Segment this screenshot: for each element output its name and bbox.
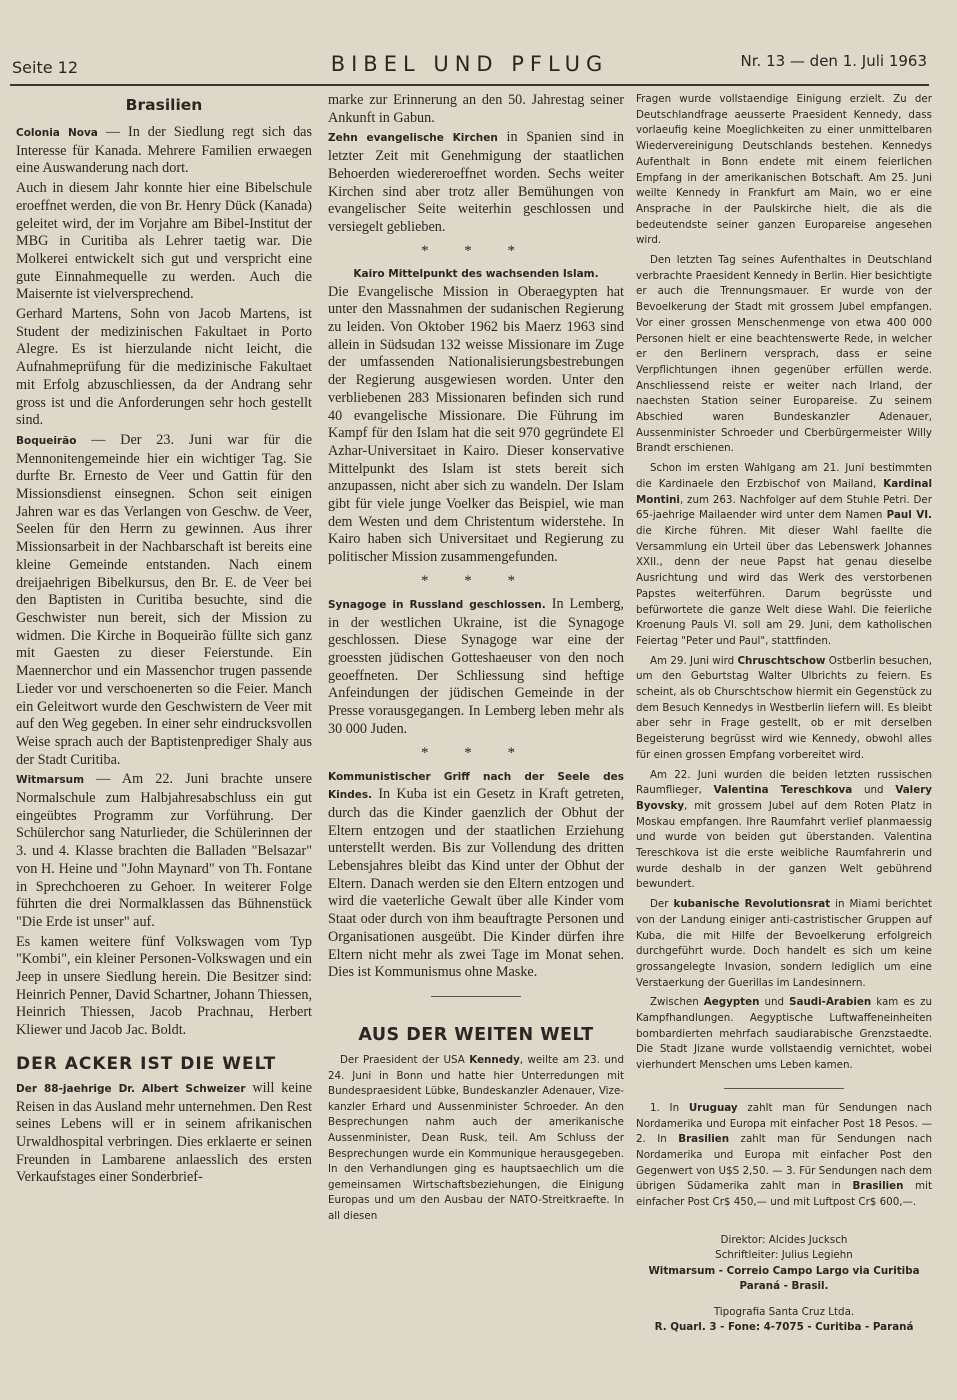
divider <box>724 1088 844 1089</box>
lead-kommunismus: Kommunistischer Griff nach der Seele des Kindes. <box>328 770 624 802</box>
bold-montini: Kardinal Montini <box>636 477 932 506</box>
article-synagoge <box>328 596 624 739</box>
imprint-address-2: Paraná - Brasil. <box>739 1280 829 1293</box>
text-kennedy: , weilte am 23. und 24. Juni in Bonn und hatte hier Unterredungen mit Bundespraesident Lübke, Bundeskanzler Adenauer, Vize-kanzler Erhard und Aussenminister Schroeder. An den Besprechungen nahm auch der amerikanische Aussenminister, Dean Rusk, teil. Am Schluss der Besprechungen wurde ein Kommunique herausgegeben. In den Verhandlungen ging es hauptsaechlich um die gemeinsamen Wirtschaftsbeziehungen, die Einigung Europas und um den Ausbau der NATO-Streitkraefte. In all diesen <box>328 1053 624 1222</box>
bold-revolutionsrat: kubanische Revolutionsrat <box>673 898 831 911</box>
column-1 <box>16 92 312 1189</box>
text: Schon im ersten Wahlgang am 21. Juni bestimmten die Kardinaele den Erzbischof von Mailand, <box>636 462 932 490</box>
lead-kirchen: Zehn evangelische Kirchen <box>328 132 498 145</box>
imprint-printer-address: R. Quarl. 3 - Fone: 4-7075 - Curitiba - Paraná <box>654 1321 914 1334</box>
page-header <box>12 52 927 82</box>
imprint-printer: Tipografia Santa Cruz Ltda. <box>713 1305 855 1318</box>
text: Der <box>650 898 674 911</box>
article-boqueirao <box>16 432 312 769</box>
article-kuba <box>636 897 932 991</box>
article-kennedy <box>328 1053 624 1225</box>
paragraph <box>328 1053 624 1225</box>
section-title-acker: DER ACKER IST DIE WELT <box>16 1053 277 1074</box>
section-title-weite-welt: AUS DER WEITEN WELT <box>358 1024 594 1045</box>
text-witmarsum: — Am 22. Juni brachte unsere Normalschule zum Halbjahresabschluss ein gut eingeübtes Programm zur Vorführung. Der Schülerchor sang Naturlieder, die Schülerinnen der 3. und 4. Klasse brachten die Balladen "Belsazar" von H. Heine und "John Maynard" von Th. Fontane in Sprechchoeren zu Gehoer. In weiterer Folge führten die drei Normalklassen das Bühnenstück "Die Erde ist unser" auf. <box>16 771 312 930</box>
text: Am 22. Juni wurden die beiden letzten russischen Raumflieger, <box>636 768 932 797</box>
lead-colonia-nova: Colonia Nova <box>16 127 98 139</box>
issue-date: Nr. 13 — den 1. Juli 1963 <box>740 52 927 70</box>
bold-brasilien: Brasilien <box>852 1180 904 1193</box>
imprint-address-1: Witmarsum - Correio Campo Largo via Curitiba <box>648 1264 920 1277</box>
imprint <box>636 1233 932 1336</box>
text: kam es zu Kampfhandlungen. Aegyptische Luftwaffeneinheiten bombardierten mehrfach saudiarabische Grenzstaedte. Die Stadt Jizane wurde vollstaendig vernichtet, wobei vierhundert Menschen ums Leben kamen. <box>636 996 932 1072</box>
bold-tereschkova: Valentina Tereschkova <box>713 784 853 797</box>
bold-chruschtschow: Chruschtschow <box>737 654 826 667</box>
postal-rates <box>636 1101 932 1211</box>
divider <box>431 996 521 997</box>
text-schweitzer: will keine Reisen in das Ausland mehr unternehmen. Den Rest seines Lebens will er in seinem afrikanischen Urwaldhospital verbringen. Dies erklaerte er seinen Freunden in Lambarene anlaesslich des ersten Verkaufstages einer Sonderbrief- <box>16 1079 312 1186</box>
separator-stars: * * * <box>421 744 531 761</box>
section-title-brasilien: Brasilien <box>125 96 203 114</box>
column-2 <box>328 92 624 1226</box>
text-kommunismus: In Kuba ist ein Gesetz in Kraft getreten, durch das die Kinder gaenzlich der Obhut der Eltern entzogen und der staatlichen Erziehung unterstellt werden. Bis zur Vollendung des dritten Lebensjahres bleibt das Kind unter der Obhut der Eltern. Danach werden sie den Eltern entzogen und wird die vaeterliche Gewalt über alle Kinder vom Staat oder durch von ihm beauftragte Personen und Organisationen ausgeübt. Die Kinder dürfen ihre Eltern nicht mehr als zwei Tage im Monat sehen. Dies ist Kommunismus ohne Maske. <box>328 786 624 981</box>
text-boqueirao: — Der 23. Juni war für die Mennonitengemeinde hier ein wichtiger Tag. Sie durfte Br. Ernesto de Veer und Gattin für den Missionsdienst einsegnen. Schon seit einigen Jahren war es das Verlangen von Geschw. de Veer, Seelen für den Herrn zu gewinnen. Aus ihrer Missionsarbeit in der Nachbarschaft ist bereits eine kleine Gemeinde entstanden. Nach einem dreijaehrigen Bibelkursus, den Br. E. de Veer bei den Baptisten in Curitiba besuchte, sind die Geschwister nun bereit, sich der Mission zu widmen. Die Kirche in Boqueirão füllte sich ganz mit Gaesten zu dieser Feierstunde. Ein Maennerchor und ein Massenchor trugen passende Lieder vor und verschoenerten so die Feier. Manch ein Geleitwort wurde den Geschwistern de Veer mit auf den Weg gegeben. In einer sehr eindrucksvollen Weise sprach auch der Baptistenprediger Shaly aus der Stadt Curitiba. <box>16 431 312 768</box>
paragraph: Gerhard Martens, Sohn von Jacob Martens, ist Student der medizinischen Fakultaet in Porto Alegre. Es ist hierzulande nicht leicht, die Aufnahmeprüfung für die medizinische Fakultaet mit Erfolg abzuschliessen, da der Andrang sehr gross ist und die Anforderungen sehr hoch gestellt sind. <box>16 306 312 429</box>
article-schweitzer <box>16 1080 312 1187</box>
bold-byovsky: Valery Byovsky <box>636 784 932 812</box>
text: , mit grossem Jubel auf dem Roten Platz in Moskau empfangen. Ihre Raumfahrt verlief planmaessig und wurde von beiden gut überstanden. Valentina Tereschkova ist die erste weibliche Raumfahrerin und wurde deshalb in der ganzen Welt gebührend bewundert. <box>636 799 932 891</box>
text: und <box>852 784 896 797</box>
paragraph: marke zur Erinnerung an den 50. Jahrestag seiner Ankunft in Gabun. <box>328 92 624 126</box>
text: zahlt man für Sendungen nach Nordamerika und Europa mit einfacher Post den Gegenwert von U$S 2,50. — 3. Für Sendungen nach dem übrigen Südamerika zahlt man in <box>636 1133 932 1193</box>
text: in Miami berichtet von der Landung einiger anti-castristischer Gruppen auf Kuba, die mit Hilfe der Bevoelkerung erfolgreich durchgeführt wurde. Doch handelt es sich um keine grossangelegte Invasion, sondern lediglich um eine Verstaerkung der Guerillas im Landesinnern. <box>636 898 932 989</box>
bold-aegypten: Aegypten <box>703 996 760 1009</box>
text: Ostberlin besuchen, um den Geburtstag Walter Ulbrichts zu feiern. Es scheint, als ob Churschtschow hiermit ein Gegenstück zu dem Besuch Kennedys in Westberlin liefern will. Es bleibt aber sehr in Frage gestellt, ob er mit derselben Begeisterung begrüsst wird wie Kennedy, obwohl alles für einen grossen Empfang vorbereitet wird. <box>636 654 932 761</box>
text: 1. In <box>650 1101 689 1114</box>
text: Zwischen <box>650 996 704 1009</box>
article-raumflieger <box>636 768 932 894</box>
bold-paul: Paul VI. <box>886 509 932 522</box>
article-witmarsum <box>16 771 312 931</box>
article-kairo: Die Evangelische Mission in Oberaegypten hat unter den Massnahmen der sudanischen Regierung zu leiden. Von Oktober 1962 bis Maerz 1963 sind allein in Südsudan 132 weisse Missionare im Zuge der umfassenden Nationalisierungsbestrebungen der Regierung ausgewiesen worden. Unter den verbliebenen 283 Missionaren befinden sich rund 40 evangelische Missionare. Die Führung im Kampf für den Islam hat die seit 970 gegründete El Azhar-Universitaet in Kairo. Dieser konservative Mittelpunkt des Islam ist stets bereit sich anzupassen, nicht aber sich zu wandeln. Der Islam gibt für viele junge Voelker das Beispiel, wie man dem Westen und dem Christentum widerstehe. In Kairo haben sich Universitaet und Regierung zu politischer Mission zusammengefunden. <box>328 283 624 566</box>
separator-stars: * * * <box>421 242 531 259</box>
paragraph: Den letzten Tag seines Aufenthaltes in Deutschland verbrachte Praesident Kennedy in Berlin. Hier besichtigte er auch die Trennungsmauer. Er wurde von der Bevoelkerung der Stadt mit grossem Jubel empfangen. Vor einer grossen Menschenmenge von etwa 400 000 Personen hielt er eine beachtenswerte Rede, in welcher er den Berlinern versprach, dass er seine Verpflichtungen ihnen gegenüber erfüllen werde. Anschliessend reiste er weiter nach Irland, der naechsten Station seiner Europareise. Zu seinem Abschied waren Bundeskanzler Adenauer, Aussenminister Schroeder und Cberbürgermeister Willy Brandt erschienen. <box>636 254 932 455</box>
text: die Kirche führen. Mit dieser Wahl faellte die Versammlung ein Urteil über das Lebenswerk Johannes XXII., denn der neue Papst hat genau dieselbe Ausrichtung und wird das Werk des verstorbenen Papstes weiterführen. Darum begrüsste und befürwortete die ganze Welt diese Wahl. Die feierliche Kroenung Pauls VI. soll am 29. Juni, dem katholischen Feiertag "Peter und Paul", stattfinden. <box>636 524 932 647</box>
text: mit einfacher Post Cr$ 450,— und mit Luftpost Cr$ 600,—. <box>636 1180 932 1209</box>
lead-schweitzer: Der 88-jaehrige Dr. Albert Schweizer <box>16 1082 246 1095</box>
article-chruschtschow <box>636 654 932 764</box>
text-kennedy-pre: Der Praesident der USA <box>340 1053 470 1066</box>
separator-stars: * * * <box>421 572 531 589</box>
paragraph: Fragen wurde vollstaendige Einigung erzielt. Zu der Deutschlandfrage aeusserte Praesident Kennedy, dass vorlaeufig keine Moeglichkeiten zu einer unmittelbaren Wiedervereinigung Deutschlands bestehen. Kennedys Aufenthalt in Bonn endete mit einem feierlichen Empfang in der amerikanischen Botschaft. Am 25. Juni weilte Kennedy in Frankfurt am Main, wo er eine Ansprache in der Paulskirche hielt, die als die bedeutendste seiner ganzen Europareise angesehen wird. <box>636 93 932 247</box>
bold-brasilien: Brasilien <box>678 1133 730 1146</box>
text: Am 29. Juni wird <box>650 654 738 667</box>
paragraph: Es kamen weitere fünf Volkswagen vom Typ "Kombi", ein kleiner Personen-Volkswagen und ein Jeep in unsere Siedlung herein. Die Besitzer sind: Heinrich Penner, David Schartner, Johann Thiessen, Heinrich Thiessen, Jacob Prachnau, Herbert Kliewer und Jacob Jac. Boldt. <box>16 933 312 1039</box>
imprint-director: Direktor: Alcides Jucksch <box>720 1233 848 1246</box>
text-kirchen: in Spanien sind in letzter Zeit mit Genehmigung der staatlichen Behoerden wiedereroeffnet worden. Sechs weiter Kirchen sind aber trotz aller Bemühungen von evangelischer Seite weiterhin geschlossen und versiegelt geblieben. <box>328 129 624 235</box>
article-papst <box>636 461 932 649</box>
text: , zum 263. Nachfolger auf dem Stuhle Petri. Der 65-jaehrige Mailaender wird unter dem Namen <box>636 493 932 522</box>
article-colonia-nova <box>16 124 312 178</box>
article-kommunismus <box>328 768 624 982</box>
imprint-editor: Schriftleiter: Julius Legiehn <box>715 1249 853 1262</box>
page-number: Seite 12 <box>12 58 79 77</box>
text-colonia-nova: — In der Siedlung regt sich das Interesse für Kanada. Mehrere Familien erwaegen eine Auswanderung nach dort. <box>16 124 312 177</box>
column-3 <box>636 92 932 1336</box>
bold-saudi: Saudi-Arabien <box>789 996 872 1009</box>
lead-synagoge: Synagoge in Russland geschlossen. <box>328 598 546 611</box>
article-kirchen <box>328 129 624 236</box>
newspaper-title: BIBEL UND PFLUG <box>330 52 609 76</box>
paragraph: Auch in diesem Jahr konnte hier eine Bibelschule eroeffnet werden, die von Br. Henry Dück (Kanada) geleitet wird, der im Vorjahre am Bibel-Institut der MBG in Curitiba als Lehrer taetig war. Die Molkerei entwickelt sich gut und verspricht eine gute Einnahmequelle zu werden. Auch die Maisernte ist vielversprechend. <box>16 180 312 303</box>
lead-boqueirao: Boqueirão <box>16 434 77 447</box>
headline-kairo: Kairo Mittelpunkt des wachsenden Islam. <box>353 267 599 280</box>
text: zahlt man für Sendungen nach Nordamerika und Europa mit einfacher Post 18 Pesos. — 2. In <box>636 1101 932 1146</box>
bold-kennedy: Kennedy <box>469 1053 520 1066</box>
bold-uruguay: Uruguay <box>688 1101 738 1114</box>
header-rule <box>10 84 929 86</box>
lead-witmarsum: Witmarsum <box>16 774 85 787</box>
article-aegypten <box>636 995 932 1074</box>
text: und <box>759 996 790 1009</box>
text-synagoge: In Lemberg, in der westlichen Ukraine, ist die Synagoge geschlossen. Diese Synagoge war eine der groessten jüdischen Gotteshaeuser von den noch geoeffneten. Der Schliessung sind heftige Anfeindungen der jüdischen Gemeinde in der Presse vorausgegangen. In Lemberg leben mehr als 30 000 Juden. <box>328 595 624 737</box>
